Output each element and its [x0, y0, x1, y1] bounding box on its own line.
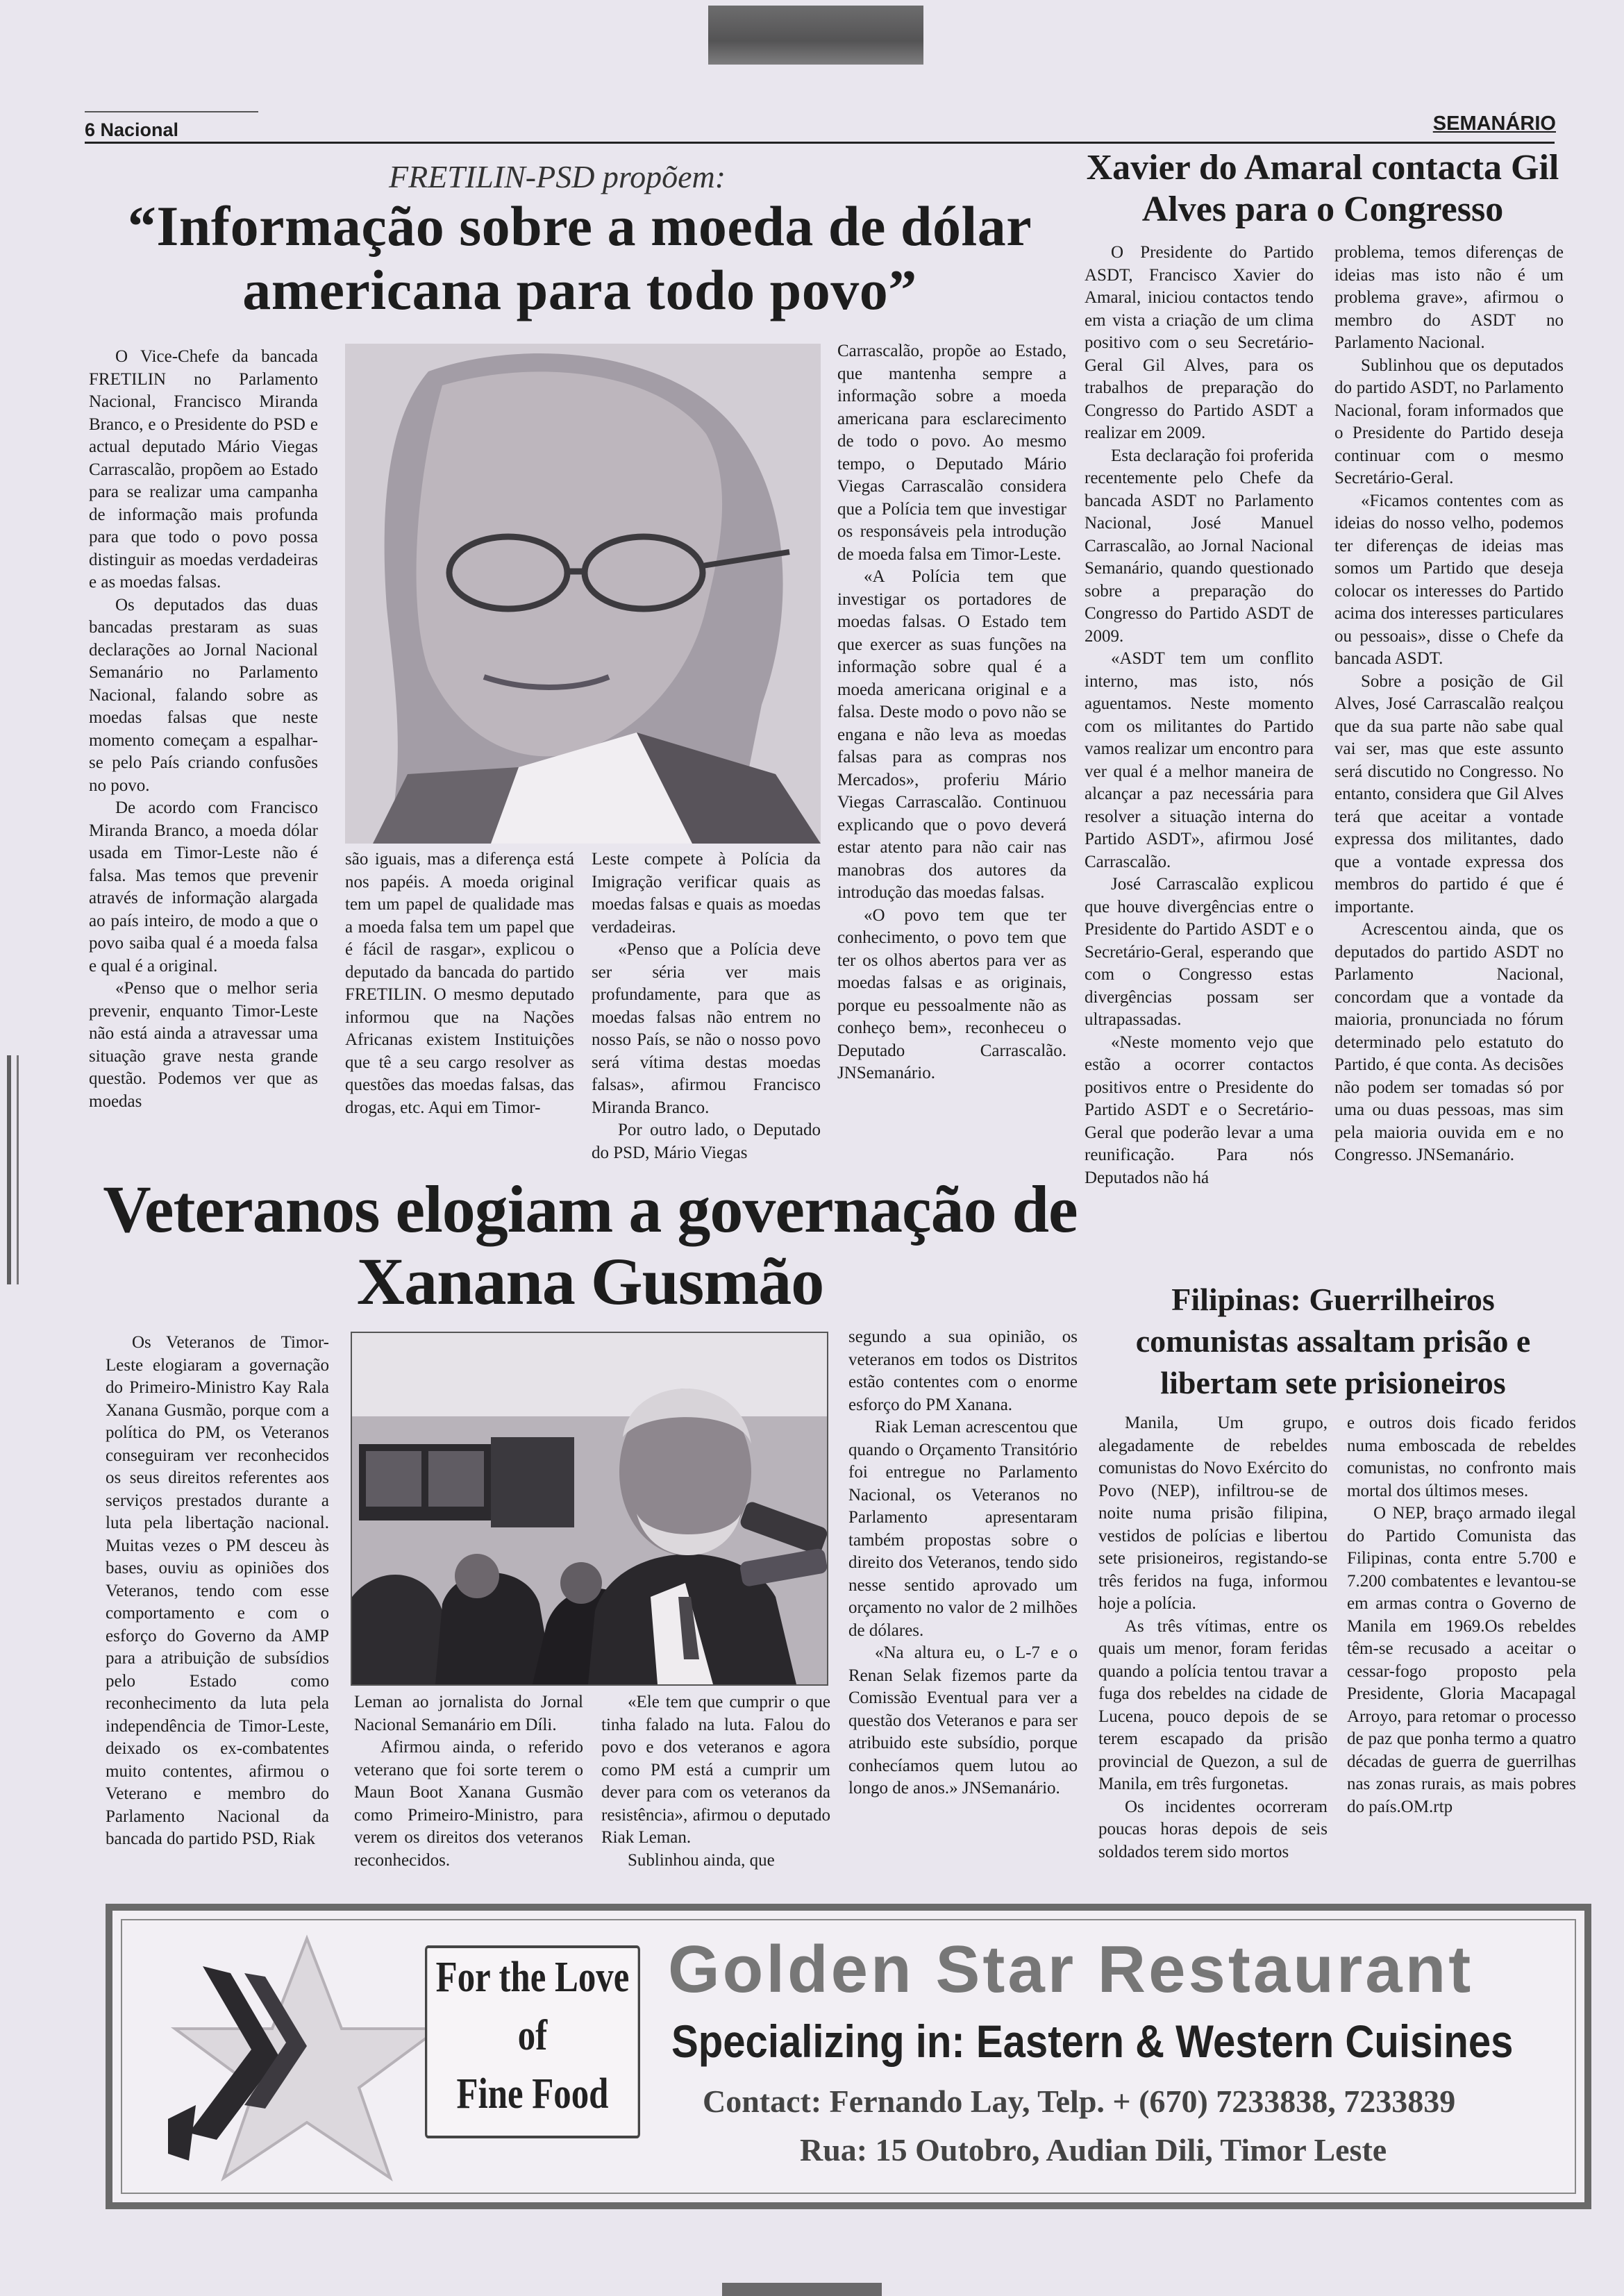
paragraph: Os Veteranos de Timor-Leste elogiaram a governação do Primeiro-Ministro Kay Rala Xanana Gusmão, porque com a política do PM, os Veteranos conseguiram ver reconhecidos os seus direitos referentes aos serviços prestados durante a luta pela libertação nacional. Muitas vezes o PM desceu às bases, ouviu as opiniões dos Veteranos, tendo com esse comportamento e com o esforço do Governo da AMP para a atribuição de subsídios pelo Estado como reconhecimento da luta pela independência de Timor-Leste, deixado os ex-combatentes muito contentes, afirmou o Veterano e membro do Parlamento Nacional da bancada do partido PSD, Riak — [106, 1333, 329, 1848]
paragraph: De acordo com Francisco Miranda Branco, a moeda dólar usada em Timor-Leste não é falsa. Mas temos que prevenir através de informação alargada ao país inteiro, de modo a que o povo saiba qual é a moeda falsa e qual é a original. — [89, 798, 318, 975]
article3-column-3 — [601, 1691, 830, 1872]
article1-headline: “Informação sobre a moeda de dólar americana para todo povo” — [127, 194, 1032, 321]
paragraph: são iguais, mas a diferença está nos papéis. A moeda original tem um papel de qualidade mas a moeda falsa tem um papel que é fácil de rasgar», explicou o deputado da bancada do partido FRETILIN. O mesmo deputado informou que na Nações Africanas existem Instituições que tê a seu cargo resolver as questões das moedas falsas, das drogas, etc. Aqui em Timor- — [345, 850, 574, 1117]
header-rule — [85, 142, 1555, 144]
paper-name: SEMANÁRIO — [1432, 112, 1556, 135]
paragraph: Sublinhou que os deputados do partido ASDT, no Parlamento Nacional, foram informados que o Presidente do Partido deseja continuar com o mesmo Secretário-Geral. — [1334, 355, 1564, 487]
article3-column-2 — [354, 1691, 583, 1872]
paragraph: José Carrascalão explicou que houve divergências entre o Presidente do Partido ASDT e o Secretário-Geral, esperando que com o Congresso estas divergências possam ser ultrapassadas. — [1085, 875, 1314, 1029]
paragraph: O Presidente do Partido ASDT, Francisco Xavier do Amaral, iniciou contactos tendo em vista a criação de um clima positivo com o seu Secretário-Geral Gil Alves, para os trabalhos de preparação do Congresso do Partido ASDT a realizar em 2009. — [1085, 243, 1314, 442]
article4-headline: Filipinas: Guerrilheiros comunistas assaltam prisão e libertam sete prisioneiros — [1135, 1282, 1531, 1400]
ad-slogan-scroll — [425, 1945, 640, 2138]
article1-column-2 — [345, 848, 574, 1119]
paragraph: «Ficamos contentes com as ideias do nosso velho, podemos ter diferenças de ideias mas somos um Partido que deseja colocar os interesses do Partido acima dos interesses particulares ou pessoais», disse o Chefe da bancada ASDT. — [1334, 491, 1564, 668]
ad-slogan-line-2: Fine Food — [456, 2070, 609, 2118]
paragraph: Os deputados das duas bancadas prestaram as suas declarações ao Jornal Nacional Semanário no Parlamento Nacional, falando sobre as moedas falsas que neste momento começam a espalhar-se pelo País criando confusões no povo. — [89, 595, 318, 795]
paragraph: «A Polícia tem que investigar os portadores de moedas falsas. O Estado tem que exercer as suas funções na informação sobre qual é a moeda americana original e a falsa. Deste modo o povo não se engana e não leva as moedas falsas para as compras nos Mercados», proferiu Mário Viegas Carrascalão. Continuou explicando que o povo deverá estar atento para não cair nas manobras dos autores da introdução das moedas falsas. — [837, 567, 1066, 902]
article3-headline: Veteranos elogiam a governação de Xanana Gusmão — [103, 1172, 1078, 1318]
ad-contact: Contact: Fernando Lay, Telp. + (670) 7233838, 7233839 — [703, 2084, 1456, 2119]
article1-column-1 — [89, 346, 318, 1113]
paragraph: Sobre a posição de Gil Alves, José Carrascalão realçou que da sua parte não sabe qual vai ser, mas que este assunto será discutido no Congresso. No entanto, considera que Gil Alves terá que aceitar a vontade expressa dos militantes, dado que a vontade expressa dos membros do partido é que é importante. — [1334, 671, 1564, 916]
ad-restaurant-name: Golden Star Restaurant — [668, 1932, 1474, 2006]
paragraph: Leman ao jornalista do Jornal Nacional Semanário em Díli. — [354, 1693, 583, 1734]
paragraph: As três vítimas, entre os quais um menor, foram feridas quando a polícia tentou travar a fuga dos rebeldes na cidade de Lucena, pouco depois de se terem escapado da prisão provincial de Quezon, a sul de Manila, em três furgonetas. — [1098, 1616, 1328, 1793]
tape-strip-bottom — [722, 2283, 882, 2296]
article2-column-2 — [1334, 242, 1564, 1167]
article2-headline: Xavier do Amaral contacta Gil Alves para o Congresso — [1086, 148, 1559, 229]
article1-photo-portrait — [345, 344, 821, 844]
paragraph: O Vice-Chefe da bancada FRETILIN no Parlamento Nacional, Francisco Miranda Branco, e o Presidente do PSD e actual deputado Mário Viegas Carrascalão, propõem ao Estado para se realizar uma campanha de informação mais profunda para que todo o povo possa distinguir as moedas verdadeiras e as moedas falsas. — [89, 347, 318, 592]
paragraph: Por outro lado, o Deputado do PSD, Mário Viegas — [592, 1121, 821, 1162]
ad-slogan-line-1: For the Love of — [435, 1954, 630, 2059]
paragraph: «ASDT tem um conflito interno, mas isto, nós aguentamos. Neste momento com os militantes do Partido vamos realizar um encontro para ver qual é a melhor maneira de alcançar a paz necessária para resolver a situação interna do Partido ASDT», afirmou José Carrascalão. — [1085, 649, 1314, 871]
paragraph: «Na altura eu, o L-7 e o Renan Selak fizemos parte da Comissão Eventual para ver a questão dos Veteranos e para ser atribuido este subsídio, porque conhecíamos quem lutou ao longo de anos.» JNSemanário. — [848, 1643, 1078, 1798]
ad-specialty: Specializing in: Eastern & Western Cuisines — [671, 2016, 1514, 2067]
paragraph: O NEP, braço armado ilegal do Partido Comunista das Filipinas, conta entre 5.700 e 7.200 combatentes e levantou-se em armas contra o Governo de Manila em 1969.Os rebeldes têm-se recusado a aceitar o cessar-fogo proposto pela Presidente, Gloria Macapagal Arroyo, para retomar o processo de paz que ponha termo a quatro décadas de guerra de guerrilhas nas zonas rurais, as mais pobres do país.OM.rtp — [1347, 1504, 1576, 1816]
paragraph: Afirmou ainda, o referido veterano que foi sorte terem o Maun Boot Xanana Gusmão como Primeiro-Ministro, para verem os direitos dos veteranos reconhecidos. — [354, 1738, 583, 1870]
paragraph: «Penso que o melhor seria prevenir, enquanto Timor-Leste não está ainda a atravessar uma situação grave nesta grande questão. Podemos ver que as moedas — [89, 979, 318, 1111]
paragraph: Manila, Um grupo, alegadamente de rebeldes comunistas do Novo Exército do Povo (NEP), infiltrou-se de noite numa prisão filipina, vestidos de polícias e libertou sete prisioneiros, registando-se três feridos na fuga, informou hoje a polícia. — [1098, 1414, 1328, 1613]
paragraph: segundo a sua opinião, os veteranos em todos os Distritos estão contentes com o enorme esforço do PM Xanana. — [848, 1327, 1078, 1414]
paragraph: Carrascalão, propõe ao Estado, que mantenha sempre a informação sobre a moeda americana para esclarecimento de todo o povo. Ao mesmo tempo, o Deputado Mário Viegas Carrascalão considera que a Polícia tem que investigar os responsáveis pela introdução de moeda falsa em Timor-Leste. — [837, 342, 1066, 564]
paragraph: Os incidentes ocorreram poucas horas depois de seis soldados terem sido mortos — [1098, 1797, 1328, 1861]
article3-column-1 — [106, 1332, 329, 1851]
article4-column-1 — [1098, 1412, 1328, 1863]
paragraph: «O povo tem que ter conhecimento, o povo tem que ter os olhos abertos para ver as moedas falsas e as originais, porque eu pessoalmente não as conheço bem», reconheceu o Deputado Carrascalão. JNSemanário. — [837, 905, 1066, 1082]
article3-photo-press — [351, 1332, 828, 1686]
paragraph: Sublinhou ainda, que — [628, 1850, 775, 1870]
article2-column-1 — [1085, 242, 1314, 1189]
paragraph: «Penso que a Polícia deve ser séria ver mais profundamente, para que as moedas falsas não entrem no nosso País, se não o nosso povo será vítima destas moedas falsas», afirmou Francisco Miranda Branco. — [592, 940, 821, 1117]
binding-edge-mark — [7, 1055, 31, 1284]
paragraph: Acrescentou ainda, que os deputados do partido ASDT no Parlamento Nacional, concordam que a vontade da maioria, pronunciada no fórum determinado pelo estatuto do Partido, é que conta. As decisões não podem ser tomadas só por uma ou duas pessoas, mas sim pela maioria ouvida em e no Congresso. JNSemanário. — [1334, 920, 1564, 1164]
tape-strip — [708, 6, 923, 65]
portrait-illustration — [345, 344, 821, 844]
article1-column-3 — [592, 848, 821, 1164]
ad-address: Rua: 15 Outobro, Audian Dili, Timor Leste — [800, 2132, 1387, 2168]
article4-column-2 — [1347, 1412, 1576, 1818]
paragraph: Esta declaração foi proferida recentemente pelo Chefe da bancada ASDT no Parlamento Nacional, José Manuel Carrascalão, ao Jornal Nacional Semanário, quando questionado sobre a preparação do Congresso do Partido ASDT de 2009. — [1085, 446, 1314, 646]
paragraph: Leste compete à Polícia da Imigração verificar quais as moedas falsas e quais as moedas verdadeiras. — [592, 850, 821, 937]
paragraph: problema, temos diferenças de ideias mas isto não é um problema grave», afirmou o membro do ASDT no Parlamento Nacional. — [1334, 243, 1564, 352]
restaurant-advertisement — [106, 1904, 1591, 2209]
article3-column-4 — [848, 1326, 1078, 1800]
folio-rule — [85, 111, 258, 112]
article1-kicker: FRETILIN-PSD propõem: — [389, 159, 726, 194]
article1-column-4 — [837, 340, 1066, 1085]
paragraph: Riak Leman acrescentou que quando o Orçamento Transitório foi entregue no Parlamento Nacional, os Veteranos no Parlamento apresentaram também propostas sobre o direito dos Veteranos, tendo sido nesse sentido aprovado um orçamento no valor de 2 milhões de dólares. — [848, 1418, 1078, 1640]
paragraph: «Neste momento vejo que estão a ocorrer contactos positivos entre o Presidente do Partido ASDT e o Secretário-Geral que poderão levar a uma reunificação. Para nós Deputados não há — [1085, 1032, 1314, 1187]
press-scene-illustration — [352, 1333, 827, 1684]
paragraph: «Ele tem que cumprir o que tinha falado na luta. Falou do povo e dos veteranos e agora como PM está a cumprir um dever para com os veteranos da resistência», afirmou o deputado Riak Leman. — [601, 1693, 830, 1847]
section-label: 6 Nacional — [85, 119, 179, 140]
paragraph: e outros dois ficado feridos numa emboscada de rebeldes comunistas, no confronto mais mortal dos últimos meses. — [1347, 1414, 1576, 1500]
